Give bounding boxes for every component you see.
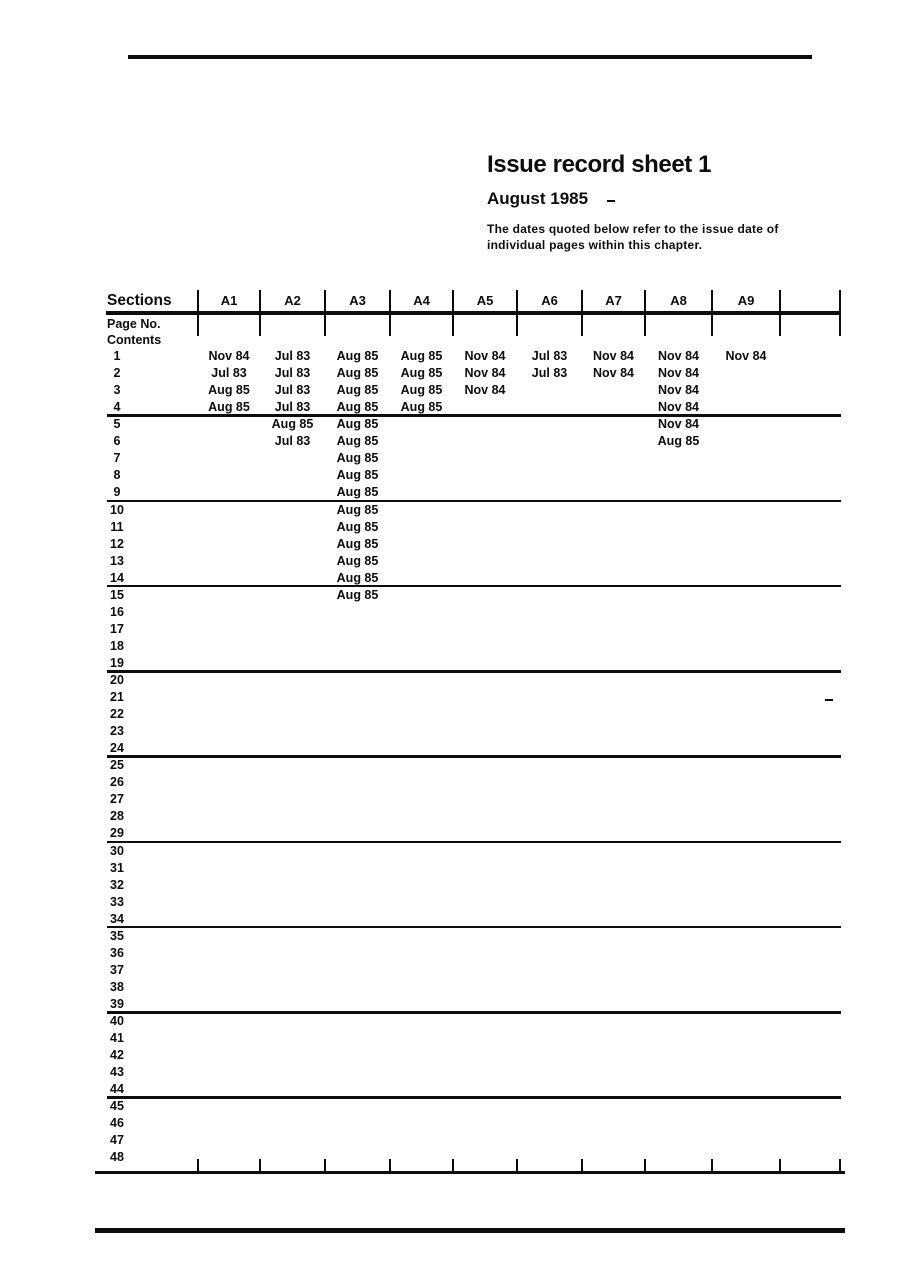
column-header-a7: A7 — [605, 293, 622, 308]
page-number: 24 — [110, 741, 124, 756]
page-number: 9 — [113, 485, 121, 500]
issue-date-cell: Nov 84 — [658, 366, 699, 381]
group-separator-line — [107, 670, 841, 673]
column-header-a2: A2 — [284, 293, 301, 308]
page-number: 39 — [110, 996, 124, 1011]
page-number: 16 — [110, 604, 124, 619]
issue-date-cell: Jul 83 — [274, 434, 311, 449]
issue-date-cell: Jul 83 — [274, 366, 311, 381]
dash-mark — [607, 200, 615, 202]
page-number: 14 — [110, 570, 124, 585]
column-header-a6: A6 — [541, 293, 558, 308]
issue-date-cell: Aug 85 — [657, 434, 700, 449]
issue-date-cell: Aug 85 — [336, 434, 379, 449]
issue-date-cell: Nov 84 — [208, 349, 250, 363]
issue-date-cell: Aug 85 — [208, 383, 250, 398]
page-number: 15 — [110, 587, 124, 602]
issue-date-cell: Aug 85 — [336, 366, 379, 381]
group-separator-line — [107, 841, 841, 844]
top-rule — [128, 55, 812, 59]
issue-date-cell: Aug 85 — [208, 400, 250, 415]
issue-date-cell: Jul 83 — [211, 366, 247, 381]
bottom-rule — [95, 1228, 845, 1233]
page-number: 20 — [110, 673, 124, 687]
issue-date-cell: Nov 84 — [464, 366, 506, 381]
header-rule — [106, 311, 841, 315]
issue-date-cell: Aug 85 — [400, 383, 443, 398]
issue-date-cell: Aug 85 — [336, 417, 379, 432]
issue-date-cell: Aug 85 — [400, 400, 443, 415]
issue-date-cell: Aug 85 — [336, 587, 379, 602]
group-separator-line — [107, 926, 841, 929]
page-number: 10 — [110, 502, 124, 517]
page-number: 4 — [113, 400, 121, 415]
issue-date-cell: Jul 83 — [274, 349, 311, 363]
issue-date-cell: Aug 85 — [336, 553, 379, 568]
issue-date-cell: Jul 83 — [274, 400, 311, 415]
issue-month-label: August 1985 — [487, 189, 589, 208]
page-no-label: Page No. — [107, 317, 161, 331]
group-separator-line — [107, 1096, 841, 1099]
issue-date-cell: Aug 85 — [336, 502, 379, 517]
issue-date-cell: Aug 85 — [336, 519, 379, 534]
page-number: 32 — [110, 877, 124, 892]
issue-date-cell: Jul 83 — [274, 383, 311, 398]
issue-date-cell: Nov 84 — [464, 349, 506, 363]
page-number: 28 — [110, 809, 124, 824]
page-number: 40 — [110, 1014, 124, 1028]
page-number: 35 — [110, 928, 124, 943]
issue-date-cell: Nov 84 — [464, 383, 506, 398]
column-header-a8: A8 — [670, 293, 687, 308]
page-number: 2 — [113, 366, 121, 381]
issue-date-cell: Nov 84 — [593, 366, 634, 381]
issue-date-cell: Nov 84 — [593, 349, 634, 363]
page-number: 31 — [110, 860, 124, 875]
page-number: 6 — [113, 434, 121, 449]
page-number: 42 — [110, 1048, 124, 1063]
page-number: 21 — [110, 690, 124, 704]
page-number: 33 — [110, 894, 124, 909]
contents-label: Contents — [107, 333, 162, 347]
issue-date-cell: Jul 83 — [531, 349, 568, 363]
group-separator-line — [107, 585, 841, 588]
page-number: 43 — [110, 1065, 124, 1080]
group-separator-line — [107, 755, 841, 758]
issue-date-cell: Nov 84 — [658, 349, 699, 363]
issue-date-cell: Jul 83 — [531, 366, 568, 381]
issue-date-cell: Aug 85 — [400, 366, 443, 381]
page-number: 8 — [113, 468, 121, 483]
page-number: 12 — [110, 536, 124, 551]
page-number: 17 — [110, 621, 124, 636]
page-number: 34 — [110, 911, 124, 926]
column-header-a5: A5 — [476, 293, 494, 308]
page-number: 44 — [110, 1082, 124, 1097]
column-header-a3: A3 — [349, 293, 366, 308]
page-number: 23 — [110, 724, 124, 739]
page-number: 22 — [110, 707, 124, 721]
page-number: 48 — [110, 1150, 124, 1165]
issue-date-cell: Aug 85 — [336, 383, 379, 398]
issue-date-cell: Nov 84 — [658, 417, 699, 432]
page-number: 27 — [110, 792, 124, 807]
column-header-a1: A1 — [220, 293, 238, 308]
issue-date-cell: Aug 85 — [336, 485, 379, 500]
page-number: 19 — [110, 655, 124, 670]
issue-date-cell: Aug 85 — [271, 417, 314, 432]
page-number: 47 — [110, 1133, 124, 1148]
issue-date-cell: Aug 85 — [336, 570, 379, 585]
column-header-a4: A4 — [413, 293, 430, 308]
issue-date-cell: Aug 85 — [336, 451, 379, 466]
group-separator-line — [107, 1011, 841, 1014]
page-number: 45 — [110, 1099, 124, 1114]
column-header-a9: A9 — [737, 293, 755, 308]
issue-date-cell: Nov 84 — [658, 383, 699, 398]
issue-date-cell: Nov 84 — [725, 349, 767, 363]
note-line-2: individual pages within this chapter. — [487, 238, 703, 252]
group-separator-line — [107, 414, 841, 417]
page-number: 3 — [113, 383, 121, 398]
page-number: 5 — [113, 417, 121, 432]
page-number: 30 — [110, 843, 124, 858]
note-line-1: The dates quoted below refer to the issue date of — [487, 222, 779, 236]
page-number: 38 — [110, 979, 124, 994]
page-number: 11 — [110, 519, 124, 534]
page-number: 26 — [110, 775, 124, 790]
page-title: Issue record sheet 1 — [487, 151, 712, 178]
issue-date-cell: Aug 85 — [336, 400, 379, 415]
page-number: 36 — [110, 945, 124, 960]
table-bottom-rule — [95, 1171, 845, 1174]
page-number: 18 — [110, 638, 124, 653]
issue-date-cell: Aug 85 — [336, 536, 379, 551]
stray-mark — [825, 699, 833, 701]
page-number: 29 — [110, 826, 124, 841]
page-number: 37 — [110, 962, 124, 977]
group-separator-line — [107, 500, 841, 503]
page-number: 41 — [110, 1031, 124, 1045]
page-number: 25 — [110, 758, 124, 773]
page-number: 46 — [110, 1116, 124, 1131]
issue-date-cell: Aug 85 — [336, 349, 379, 363]
issue-date-cell: Aug 85 — [336, 468, 379, 483]
issue-date-cell: Aug 85 — [400, 349, 443, 363]
page-number: 7 — [113, 451, 121, 466]
issue-date-cell: Nov 84 — [658, 400, 699, 415]
page-number: 13 — [110, 553, 124, 568]
sections-label: Sections — [107, 292, 172, 309]
page-number: 1 — [113, 349, 121, 363]
